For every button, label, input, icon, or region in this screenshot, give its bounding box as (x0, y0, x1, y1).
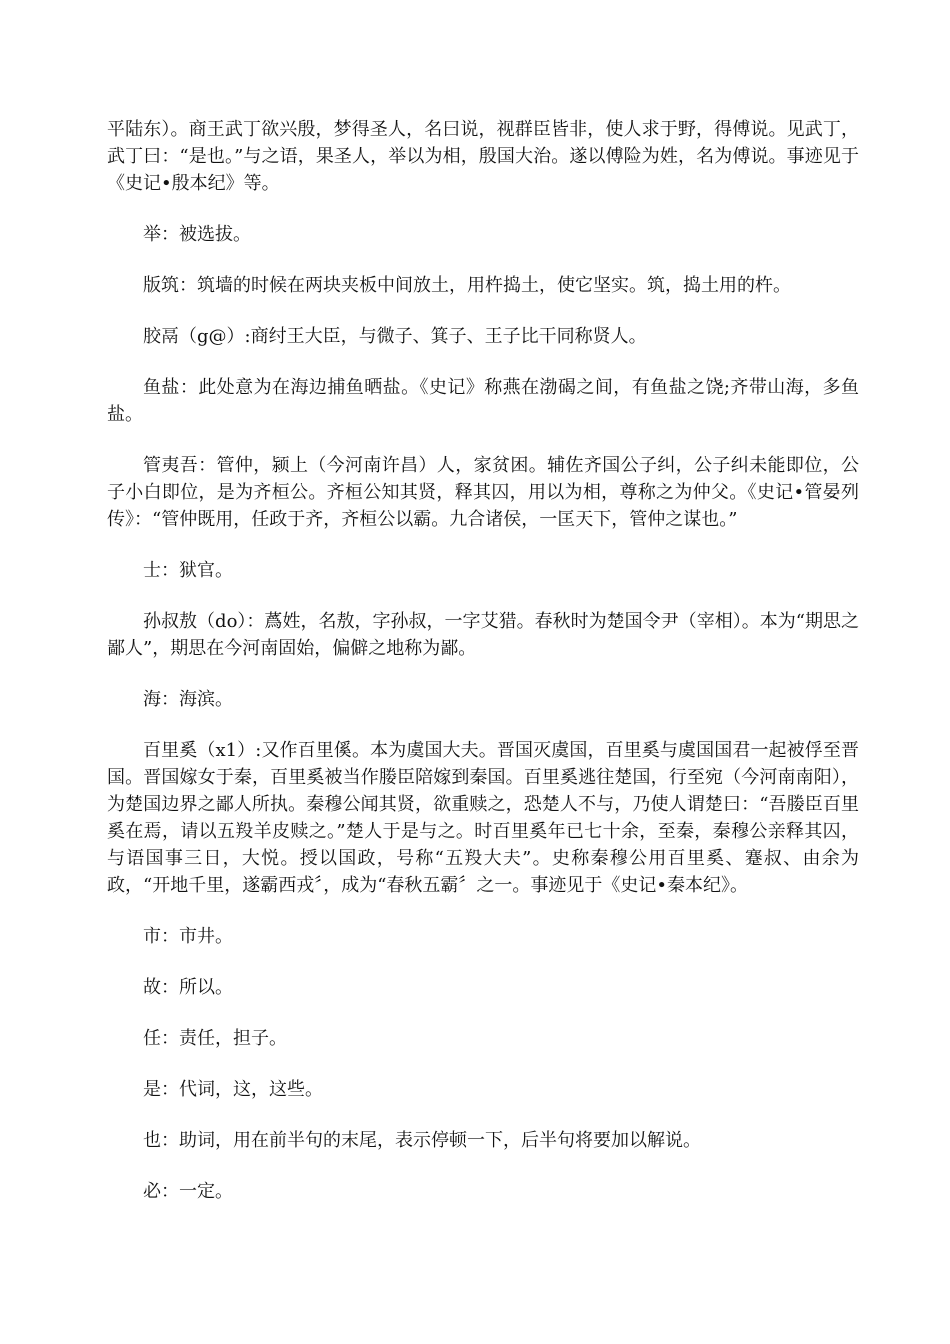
note-bai-li-xi: 百里奚（x1）:又作百里傒。本为虞国大夫。晋国灭虞国，百里奚与虞国国君一起被俘至晋国。晋国嫁女于秦，百里奚被当作媵臣陪嫁到秦国。百里奚逃往楚国，行至宛（今河南南阳），为楚国边界之鄙人所执。秦穆公闻其贤，欲重赎之，恐楚人不与，乃使人谓楚曰：“吾媵臣百里奚在焉，请以五羖羊皮赎之。”楚人于是与之。时百里奚年已七十余，至秦，秦穆公亲释其囚，与语国事三日，大悦。授以国政，号称“五羖大夫”。史称秦穆公用百里奚、蹇叔、由余为政，“开地千里，遂霸西戎〞，成为“春秋五霸〞之一。事迹见于《史记•秦本纪》。 (107, 740, 859, 896)
note-jiao-ge: 胶鬲（g@）:商纣王大臣，与微子、箕子、王子比干同称贤人。 (143, 326, 647, 347)
note-hai: 海：海滨。 (143, 689, 233, 710)
note-shi-market: 市：市井。 (143, 926, 233, 947)
note-sun-shu-ao: 孙叔敖（do）：蔿姓，名敖，字孙叔，一字艾猎。春秋时为楚国令尹（宰相）。本为“期思之鄙人”，期思在今河南固始，偏僻之地称为鄙。 (107, 611, 859, 659)
note-guan-yi-wu: 管夷吾：管仲，颍上（今河南许昌）人，家贫困。辅佐齐国公子纠，公子纠未能即位，公子小白即位，是为齐桓公。齐桓公知其贤，释其囚，用以为相，尊称之为仲父。《史记•管晏列传》：“管仲既用，任政于齐，齐桓公以霸。九合诸侯，一匡天下，管仲之谋也。” (107, 455, 859, 530)
note-ren: 任：责任，担子。 (143, 1028, 287, 1049)
note-yu-yan: 鱼盐：此处意为在海边捕鱼晒盐。《史记》称燕在渤碣之间，有鱼盐之饶;齐带山海，多鱼盐。 (107, 377, 859, 425)
note-ju: 举：被选拔。 (143, 224, 251, 245)
note-shi-pronoun: 是：代词，这，这些。 (143, 1079, 323, 1100)
document-body (107, 116, 859, 1229)
note-shi-official: 士：狱官。 (143, 560, 233, 581)
paragraph-fu-yue: 平陆东）。商王武丁欲兴殷，梦得圣人，名曰说，视群臣皆非，使人求于野，得傅说。见武丁，武丁曰：“是也。”与之语，果圣人，举以为相，殷国大治。遂以傅险为姓，名为傅说。事迹见于《史记•殷本纪》等。 (107, 119, 859, 194)
note-gu: 故：所以。 (143, 977, 233, 998)
note-ban-zhu: 版筑：筑墙的时候在两块夹板中间放土，用杵捣土，使它坚实。筑，捣土用的杵。 (143, 275, 791, 296)
note-bi: 必：一定。 (143, 1181, 233, 1202)
note-ye: 也：助词，用在前半句的末尾，表示停顿一下，后半句将要加以解说。 (143, 1130, 701, 1151)
